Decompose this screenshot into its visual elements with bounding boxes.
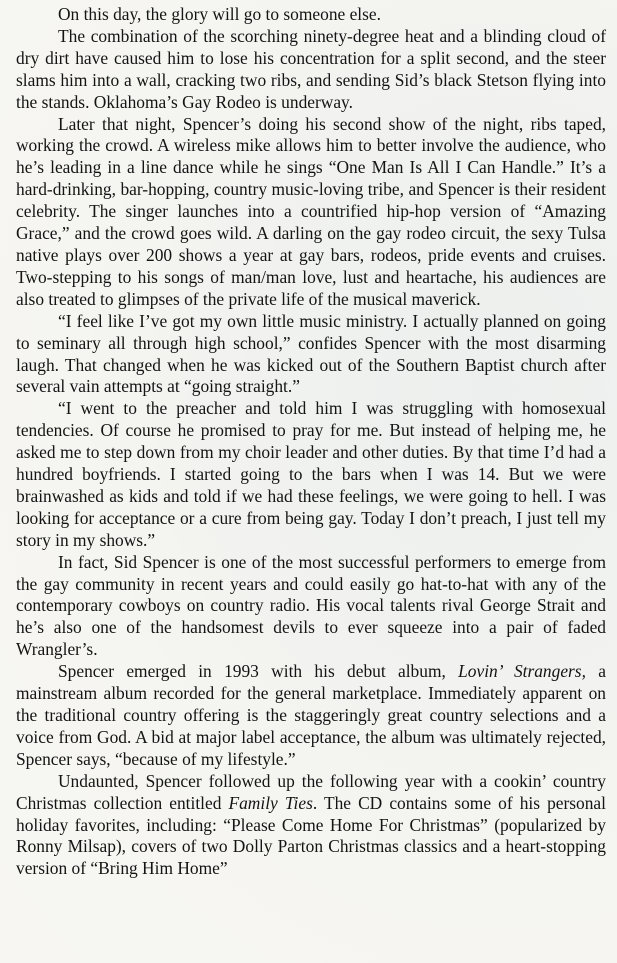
article-paragraph xyxy=(16,398,606,551)
paragraph-text: “I feel like I’ve got my own little music ministry. I actually planned on going to seminary all through high school,” confides Spencer with the most disarming laugh. That changed when he was kicked out of the Southern Baptist church after several vain attempts at “going straight.” xyxy=(16,310,606,397)
article-body xyxy=(16,4,606,880)
paragraph-text: Undaunted, Spencer followed up the following year with a cookin’ country Christmas collection entitled xyxy=(16,770,606,813)
paragraph-text: Later that night, Spencer’s doing his second show of the night, ribs taped, working the crowd. A wireless mike allows him to better involve the audience, who he’s leading in a line dance while he sings “One Man Is All I Can Handle.” It’s a hard-drinking, bar-hopping, country music-loving tribe, and Spencer is their resident celebrity. The singer launches into a countrified hip-hop version of “Amazing Grace,” and the crowd goes wild. A darling on the gay rodeo circuit, the sexy Tulsa native plays over 200 shows a year at gay bars, rodeos, pride events and cruises. Two-stepping to his songs of man/man love, lust and heartache, his audiences are also treated to glimpses of the private life of the musical maverick. xyxy=(16,113,606,309)
article-paragraph xyxy=(16,4,606,26)
italic-title: Family Ties xyxy=(228,792,313,813)
italic-title: Lovin’ Strangers, xyxy=(458,661,586,682)
article-paragraph xyxy=(16,771,606,881)
paragraph-text: . The CD contains some of his personal holiday favorites, including: “Please Come Home For Christmas” (popularized by Ronny Milsap), covers of two Dolly Parton Christmas classics and a heart-stopping version of “Bring Him Home” xyxy=(16,792,606,879)
article-paragraph xyxy=(16,26,606,114)
article-paragraph xyxy=(16,661,606,771)
paragraph-text: The combination of the scorching ninety-degree heat and a blinding cloud of dry dirt have caused him to lose his concentration for a split second, and the steer slams him into a wall, cracking two ribs, and sending Sid’s black Stetson flying into the stands. Oklahoma’s Gay Rodeo is underway. xyxy=(16,25,606,112)
paragraph-text: “I went to the preacher and told him I was struggling with homosexual tendencies. Of course he promised to pray for me. But instead of helping me, he asked me to step down from my choir leader and other duties. By that time I’d had a hundred boyfriends. I started going to the bars when I was 14. But we were brainwashed as kids and told if we had these feelings, we were going to hell. I was looking for acceptance or a cure from being gay. Today I don’t preach, I just tell my story in my shows.” xyxy=(16,398,606,550)
paragraph-text: a mainstream album recorded for the general marketplace. Immediately apparent on the traditional country offering is the staggeringly great country selections and a voice from God. A bid at major label acceptance, the album was ultimately rejected, Spencer says, “because of my lifestyle.” xyxy=(16,661,606,769)
paragraph-text: Spencer emerged in 1993 with his debut album, xyxy=(58,661,459,682)
article-paragraph xyxy=(16,311,606,399)
article-paragraph xyxy=(16,114,606,311)
paragraph-text: In fact, Sid Spencer is one of the most successful performers to emerge from the gay community in recent years and could easily go hat-to-hat with any of the contemporary cowboys on country radio. His vocal talents rival George Strait and he’s also one of the handsomest devils to ever squeeze into a pair of faded Wrangler’s. xyxy=(16,551,606,660)
article-paragraph xyxy=(16,552,606,662)
paragraph-text: On this day, the glory will go to someone else. xyxy=(58,4,381,24)
